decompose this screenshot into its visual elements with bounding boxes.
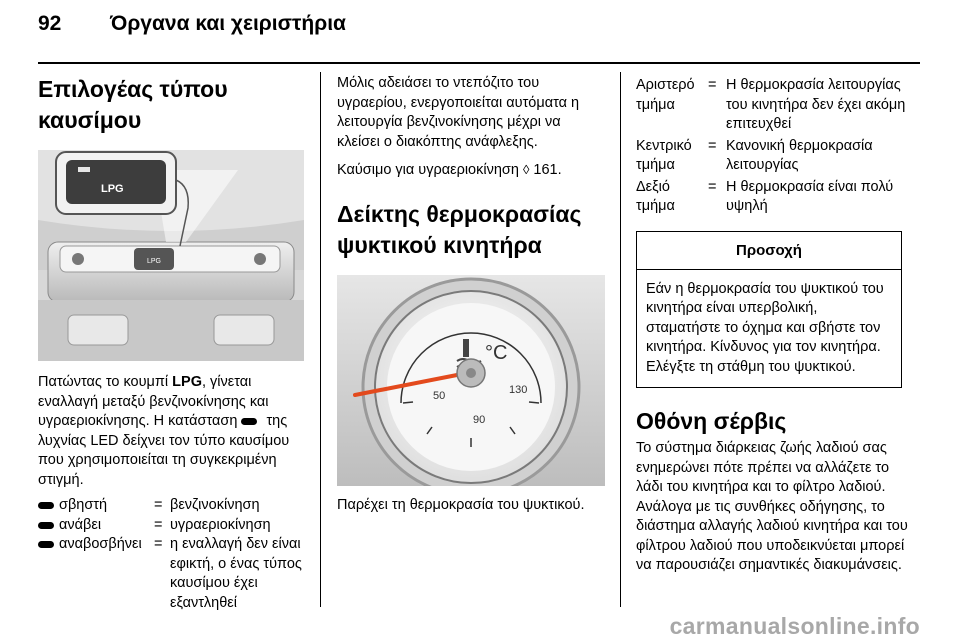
table-row [38,535,304,613]
column-1 [38,74,304,613]
gauge-tick-130: 130 [509,383,528,396]
led-state: σβηστή [59,497,108,513]
header-rule [38,62,920,64]
gauge-zone-table [636,76,908,217]
zone-name: Κεντρικό τμήμα [636,137,692,173]
column-divider [320,72,321,607]
equals-sign: = [708,77,717,93]
table-row [38,496,304,516]
lpg-description-middle: , γίνεται εναλλαγή μεταξύ βενζινοκίνησης και υγραεριοκίνησης. Η κατάσταση [38,374,269,429]
section-heading-fuel-selector: Επιλογέας τύπου καυσίμου [38,76,228,133]
gauge-tick-90: 90 [473,413,486,426]
page-header-title: Όργανα και χειριστήρια [110,12,346,35]
led-meaning: η εναλλαγή δεν είναι εφικτή, ο ένας τύπος καυσίμου έχει εξαντληθεί [170,536,302,611]
table-row [636,137,908,176]
gauge-unit: °C [485,341,508,364]
column-divider [620,72,621,607]
lpg-description [38,373,304,490]
caution-box [636,231,902,389]
equals-sign: = [154,536,163,552]
zone-meaning: Κανονική θερμοκρασία λειτουργίας [726,137,873,173]
lpg-label-small: LPG [147,258,162,265]
led-meaning: υγραεριοκίνηση [170,516,271,533]
lpg-description-end: της λυχνίας LED δείχνει τον τύπο καυσίμου που χρησιμοποιείται τη συγκεκριμένη στιγμή. [38,413,290,488]
lpg-button-figure [38,150,304,361]
led-meaning: βενζινοκίνηση [170,497,260,513]
equals-sign: = [708,178,717,195]
lpg-button-name: LPG [172,374,202,390]
zone-name: Αριστερό τμήμα [636,77,695,113]
section-heading-coolant-gauge: Δείκτης θερμοκρασίας ψυκτικού κινητήρα [337,200,582,258]
caution-text: Εάν η θερμοκρασία του ψυκτικού του κινητήρα είναι υπερβολική, σταματήστε το όχημα και σβήστε τον κινητήρα. Κίνδυνος για τον κινητήρα. Ελέγξτε τη στάθμη του ψυκτικού. [646,280,884,375]
led-state: ανάβει [59,516,102,533]
led-state: αναβοσβήνει [59,536,142,552]
zone-meaning: Η θερμοκρασία είναι πολύ υψηλή [726,178,894,214]
led-state-table [38,496,304,613]
gauge-caption: Παρέχει τη θερμοκρασία του ψυκτικού. [337,496,585,513]
site-watermark: carmanualsonline.info [669,613,920,639]
reference-text: Καύσιμο για υγραεριοκίνηση [337,162,523,178]
equals-sign: = [154,497,163,513]
reference-page: 161. [529,162,562,178]
lpg-empty-paragraph: Μόλις αδειάσει το ντεπόζιτο του υγραερίου, ενεργοποιείται αυτόματα η λειτουργία βενζινοκίνησης μέχρι να κλείσει ο διακόπτης ανάφλεξης. [337,75,580,150]
caution-title: Προσοχή [637,232,901,270]
led-icon [38,502,54,509]
gauge-tick-50: 50 [433,389,446,402]
section-heading-service-display: Οθόνη σέρβις [636,408,787,434]
lpg-label: LPG [101,183,124,195]
table-row [636,178,908,217]
page-number: 92 [38,12,62,35]
coolant-gauge-figure [337,275,605,486]
page-reference-icon: ◊ [522,162,530,177]
column-3 [636,74,908,576]
table-row [38,516,304,536]
led-icon [241,418,257,425]
led-icon [38,541,54,548]
lpg-description-prefix: Πατώντας το κουμπί [38,374,173,390]
zone-meaning: Η θερμοκρασία λειτουργίας του κινητήρα δεν έχει ακόμη επιτευχθεί [726,77,906,132]
lpg-fuel-reference [337,160,605,181]
table-row [636,76,908,135]
column-2 [337,74,605,515]
equals-sign: = [708,137,717,154]
led-icon [38,522,54,529]
service-display-paragraph: Το σύστημα διάρκειας ζωής λαδιού σας ενημερώνει πότε πρέπει να αλλάζετε το λάδι του κινητήρα και το φίλτρο λαδιού. Ανάλογα με τις συνθήκες οδήγησης, το διάστημα αλλαγής λαδιού κινητήρα και του φίλτρου λαδιού που υποδεικνύεται μπορεί να παρουσιάζει σημαντικές διακυμάνσεις. [636,440,908,573]
zone-name: Δεξιό τμήμα [636,178,675,214]
equals-sign: = [154,516,163,533]
